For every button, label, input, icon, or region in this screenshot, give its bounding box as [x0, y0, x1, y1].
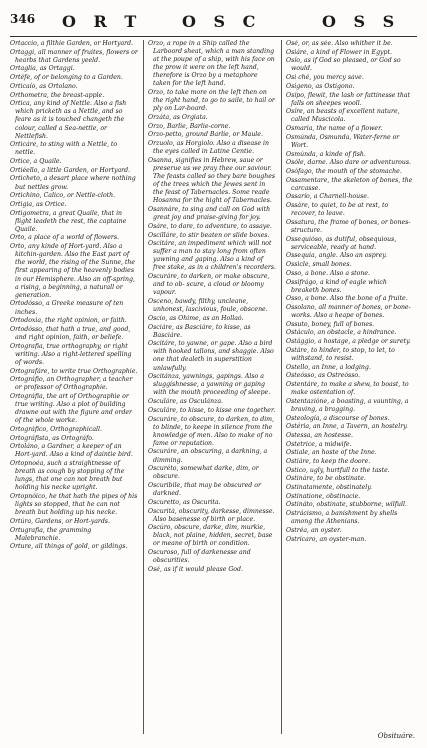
dictionary-entry: Oscurità, obscurity, darkesse, dimnesse. Also basenesse of birth or place. [148, 507, 275, 523]
dictionary-entry: Ossicle, small bones. [286, 261, 352, 269]
dictionary-entry: Osáre, to dare, to adventure, to assaye. [148, 222, 272, 230]
dictionary-entry: Orzo, Barlie, Barlie-corne. [148, 122, 231, 130]
dictionary-entry: Oscuráre, an obscuring, a darkning, a dimming. [148, 448, 268, 464]
dictionary-entry: Osiáre, a kind of Flower in Egypt. [286, 48, 392, 56]
dictionary-entry: Ostentáre, to make a shew, to boast, to make ostentation of. [286, 380, 409, 397]
dictionary-entry: Osculáre, to kisse, to kisse one together. [148, 406, 276, 414]
dictionary-entry: Ortográfico, Orthographicall. [10, 425, 102, 433]
dictionary-entry: Osóle, darne. Also dare or adventurous. [286, 159, 412, 167]
dictionary-entry: Orzuolo, as Horgiolo. Also a disease in the eyes called in Latine Centie. [148, 140, 269, 156]
dictionary-entry: Osso, a bone. Also a stone. [286, 269, 370, 277]
header-rule [10, 36, 417, 37]
headword-middle: O S C [182, 12, 262, 31]
dictionary-entry: Orzo, a rope in a Ship called the Larboord sheat, which a man standing at the poupe of a ship, with his face on the prow it were on the left hand, therefore is Orzo by a metaphore taken for the left hand. [148, 40, 275, 88]
dictionary-entry: Ostricaro, an oyster-man. [286, 535, 367, 543]
dictionary-entry: Orto, any kinde of Hort-yard. Also a kitchin-garden. Also the East part of the world, the rising of the Sunne, the first appearing of the heavenly bodies in our Hemisphere. Also an off-spring, a rising, a beginning, a naturall or generation. [10, 243, 136, 299]
dictionary-entry: Orticaío, as Ortolano. [10, 82, 78, 90]
dictionary-entry: Ortice, a Quaile. [10, 158, 62, 166]
dictionary-entry: Oscuribile, that may be obscured or darkned. [148, 482, 261, 498]
dictionary-entry: Oscuréto, somewhat darke, dim, or obscure. [148, 465, 259, 481]
dictionary-entry: Orticheto, a desart place where nothing but nettles grow. [10, 175, 136, 191]
dictionary-entry: Ortaggi, all manner of fruites, flowers or hearbs that Gardens yeeld. [10, 48, 138, 64]
dictionary-entry: Ostentazióne, a boasting, a vaunting, a braving, a bragging. [286, 397, 409, 413]
dictionary-entry: Oscio, as Ohime, as an Hollaó. [148, 314, 244, 322]
dictionary-entry: Ostáre, to hinder, to stop, to let, to withstand, to resist. [286, 346, 395, 362]
column-1 [10, 40, 138, 740]
dictionary-entry: Ortodósso, a Greeke measure of ten inches. [10, 300, 124, 316]
dictionary-entry: Ossarío, a Charnell-house. [286, 193, 369, 201]
dictionary-entry: Ortúra, Gardens, or Hort-yards. [10, 517, 110, 525]
dictionary-entry: Oscitánza, yawnings, gapings. Also a sluggishnesse, a yawning or gaping with the mouth proceeding of sleepe. [148, 373, 271, 397]
dictionary-entry: Ortodósso, that hath a true, and good, and right opinion, faith, or beliefe. [10, 325, 131, 341]
dictionary-entry: Orzáta, as Orgiata. [148, 114, 208, 122]
dictionary-entry: Ossuto, boney, full of bones. [286, 320, 375, 328]
dictionary-entry: Osigeno, as Ostigono. [286, 82, 355, 90]
dictionary-entry: Ortéfe, of or belonging to a Garden. [10, 74, 123, 82]
dictionary-entry: Ortaccio, a filthie Garden, or Hortyard. [10, 40, 134, 47]
page-number: 346 [10, 12, 36, 26]
dictionary-entry: Ostrácismo, a banishment by shells among the Athenians. [286, 510, 398, 526]
dictionary-entry: Osculáre, as Osculánza. [148, 398, 224, 406]
dictionary-entry: Osceno, bawdy, filthy, uncleane, unhonest, lascivious, foule, obscene. [148, 298, 268, 314]
column-3 [286, 40, 414, 740]
dictionary-entry: Osípo, flewit, the lash or fattinesse that falls on sheepes wooll. [286, 91, 411, 107]
dictionary-entry: Ortigometra, a great Quaile, that in flight leadeth the rest, the captaine Quaile. [10, 209, 127, 233]
dictionary-entry: Oscuráre, to obscure, to darken, to dim, to blinde, to keepe in silence from the knowledge of men. Also to make of no fame or reputation. [148, 415, 275, 447]
dictionary-entry: Orticáre, to sting with a Nettle, to nettle. [10, 141, 118, 157]
dictionary-entry: Orto, a place of a world of flowers. [10, 234, 119, 242]
catchword: Obsituáre. [377, 732, 415, 740]
dictionary-entry: Oscúro, obscure, darke, dim, murkie, black, not plaine, hidden, secret, base or meane of birth or condition. [148, 524, 273, 548]
dictionary-entry: Ortica, any kind of Nettle. Also a fish which pricketh as a Nettle, and so feare as it is touched changeth the colour, called a Sea-nettle, or Nettlefish. [10, 100, 127, 140]
dictionary-entry: Ortaglia, as Ortaggi. [10, 65, 75, 73]
dictionary-entry: Ossolano, all manner of bones, or bone-works. Also a heape of bones. [286, 303, 411, 320]
dictionary-entry: Osciáre, as Basciáre, to kisse, as Basciáre. [148, 323, 251, 339]
dictionary-entry: Oscuráre, to darken, or make obscure, and to ob- scure, a cloud or bloomy vapour. [148, 273, 270, 297]
dictionary-entry: Osannáre, to sing and call on God with great joy and praise-giving for joy. [148, 206, 271, 222]
dictionary-entry: Ortopnóico, he that hath the pipes of his lights so stopped, that he can not breath but holding up his necke. [10, 493, 138, 517]
dictionary-entry: Oscitáre, to yawne, or gape. Also a bird with hooked tallons, and shaggie. Also one that dealeth in superstition unlawfully. [148, 340, 274, 372]
dictionary-entry: Ostessa, an hostesse. [286, 431, 354, 439]
dictionary-entry: Ortopnoéa, such a straightnesse of breath as cough by stopping of the lungs, that one can not breath but holding his necke upright. [10, 460, 125, 492]
dictionary-entry: Ossequia, angle. Also an osprey. [286, 252, 387, 260]
dictionary-entry: Ostico, ugly, hurtfull to the taste. [286, 466, 390, 474]
dictionary-entry: Osteología, a discourse of bones. [286, 414, 390, 422]
dictionary-entry: Ortigia, as Ortice. [10, 200, 67, 208]
column-2 [148, 40, 276, 740]
dictionary-entry: Ostinatione, obstinacie. [286, 492, 361, 500]
column-divider [281, 40, 282, 734]
dictionary-entry: Ostággio, a hostage, a pledge or surety. [286, 338, 411, 346]
dictionary-entry: Ostréa, an oyster. [286, 526, 342, 534]
dictionary-entry: Orthometra, the breast-apple. [10, 91, 105, 99]
dictionary-entry: Ortiéello, a little Garden, or Hortyard. [10, 166, 131, 174]
dictionary-entry: Ortoláno, a Gardner, a keeper of an Hort-yard. Also a kind of daintie bird. [10, 443, 133, 459]
dictionary-entry: Ortichino, Calico, or Nettle-cloth. [10, 192, 116, 200]
dictionary-entry: Ostiale, an hoste of the Inne. [286, 449, 377, 457]
dictionary-entry: Ortografia, true orthography, or right writing. Also a right-lettered spelling of words. [10, 342, 132, 366]
dictionary-entry: Osmaria, the name of a flower. [286, 125, 383, 133]
dictionary-entry: Osanna, signifies in Hebrew, saue or preserue us we pray thee our saviour. The feasts called so they bare boughes of the trees which the Jewes sent in the feast of Tabernacles. Some reade Hosanna for the hight of Tabernacles. [148, 156, 276, 205]
dictionary-entry: Ostáculo, an obstacle, a hindrance. [286, 329, 397, 337]
dictionary-entry: Ossequióso, as dutiful, obsequious, serviceable, ready at hand. [286, 235, 397, 251]
dictionary-entry: Osófago, the mouth of the stomache. [286, 167, 402, 175]
dictionary-entry: Ostiáre, to keep the doore. [286, 457, 371, 465]
dictionary-entry: Ortugrafia, the gramming Malebranchie. [10, 526, 92, 542]
dictionary-entry: Ortográfio, an Orthographer, a teacher or professor of Orthographie. [10, 376, 133, 392]
dictionary-entry: Ossáre, to quiet, to be at rest, to recover, to leave. [286, 202, 389, 218]
dictionary-entry: Osé, as if it would please God. [148, 565, 243, 573]
dictionary-entry: Oscuroso, full of darkenesse and obscurities. [148, 549, 251, 565]
dictionary-entry: Oscuretto, as Oscurita. [148, 498, 221, 506]
dictionary-entry: Orzo-petto, ground Barlie, or Maule. [148, 131, 263, 139]
dictionary-entry: Ossifrágo, a kind of eagle which breaketh bones. [286, 278, 387, 294]
dictionary-entry: Osé, or, as sée. Also whither it be. [286, 40, 393, 47]
dictionary-entry: Oscilláre, to stir beaten or slide boxes. [148, 231, 270, 239]
dictionary-entry: Ortografáre, to write true Orthographie. [10, 367, 138, 375]
dictionary-entry: Orture, all things of gold, or gildings. [10, 543, 128, 551]
dictionary-entry: Ortográfista, as Ortográfo. [10, 434, 94, 442]
dictionary-entry: Ostello, an Inne, a lodging. [286, 363, 371, 371]
dictionary-entry: Ostináre, to be obstinate. [286, 475, 366, 483]
dictionary-entry: Osíre, an beasts of excellent nature, called Muscicola. [286, 108, 400, 124]
dictionary-entry: Ostináto, obstinate, stubborne, wilfull. [286, 501, 407, 509]
headword-right: O S S [322, 12, 401, 31]
dictionary-entry: Ossamentare, the skeleton of bones, the carcasse. [286, 176, 413, 192]
dictionary-entry: Osi ché, you mercy save. [286, 74, 364, 82]
dictionary-entry: Osmúnda, a kinde of fish. [286, 150, 366, 158]
dictionary-entry: Ossatura, the frame of bones, or bones-structure. [286, 218, 411, 234]
dictionary-entry: Osmúnda, Osmunda, Water-ferne or Wort. [286, 133, 400, 149]
dictionary-entry: Ostinatamente, obstinately. [286, 484, 372, 492]
headword-left: O R T [62, 12, 143, 31]
dictionary-entry: Oscitáre, an impediment which will not suffer a man to stay long from often yawning and gaping. Also a kind of free stake, as in a children's recorders. [148, 240, 276, 272]
dictionary-entry: Osío, as if God so pleased, or God so would. [286, 57, 401, 73]
dictionary-entry: Osso, a bone. Also the bone of a fruite. [286, 295, 408, 303]
dictionary-entry: Ortodoxia, the right opinion, or faith. [10, 317, 127, 325]
column-divider [143, 40, 144, 734]
dictionary-entry: Ostetrice, a midwife. [286, 440, 352, 448]
dictionary-entry: Osteósso, as Ostreósso. [286, 372, 360, 380]
dictionary-entry: Ortográfia, the art of Orthographie or true writing. Also a plot of building drawne out with the figure and order of the whole worke. [10, 393, 133, 425]
dictionary-entry: Ostéria, an Inne, a Tavern, an hostelry. [286, 423, 408, 431]
dictionary-entry: Orzo, to take more on the left then on the right hand, to go to saile, to hail or ply on Lar-board. [148, 89, 275, 113]
page-header [10, 12, 417, 32]
